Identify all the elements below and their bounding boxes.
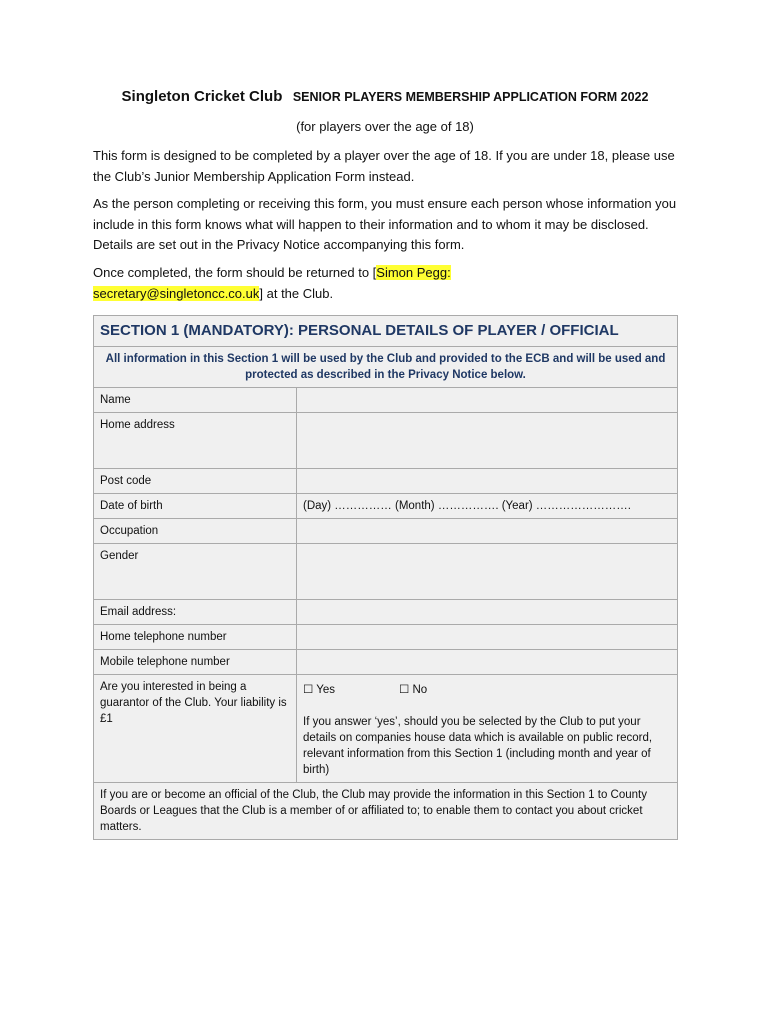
guarantor-note: If you answer ‘yes’, should you be selected by the Club to put your details on companies house data which is available on public record, relevant information from this Section 1 (including month and year of birth) [303, 716, 653, 776]
email-field[interactable] [297, 600, 678, 625]
section1-intro: All information in this Section 1 will be used by the Club and provided to the ECB and will be used and protected as described in the Privacy Notice below. [94, 347, 678, 388]
home-phone-field[interactable] [297, 625, 678, 650]
home-phone-label: Home telephone number [94, 625, 297, 650]
post-code-field[interactable] [297, 469, 678, 494]
official-note: If you are or become an official of the Club, the Club may provide the information in this Section 1 to County Boards or Leagues that the Club is a member of or affiliated to; to enable them to contact you about cricket matters. [94, 783, 678, 840]
gender-field[interactable] [297, 544, 678, 600]
page-title [0, 88, 770, 106]
guarantor-label: Are you interested in being a guarantor of the Club. Your liability is £1 [94, 675, 297, 783]
form-title: SENIOR PLAYERS MEMBERSHIP APPLICATION FORM 2022 [292, 90, 649, 104]
club-name: Singleton Cricket Club [121, 88, 283, 105]
occupation-field[interactable] [297, 519, 678, 544]
dob-label: Date of birth [94, 494, 297, 519]
post-code-label: Post code [94, 469, 297, 494]
return-text-before: Once completed, the form should be returned to [ [93, 265, 377, 280]
subtitle: (for players over the age of 18) [296, 119, 474, 134]
intro-paragraph-privacy: As the person completing or receiving this form, you must ensure each person whose information you include in this form knows what will happen to their information and to whom it may be disclosed. Details are set out in the Privacy Notice accompanying this form. [93, 196, 677, 252]
secretary-name-highlight: Simon Pegg: [376, 265, 451, 280]
intro-paragraph-return [93, 263, 683, 304]
intro-paragraph-age: This form is designed to be completed by a player over the age of 18. If you are under 18, please use the Club’s Junior Membership Application Form instead. [93, 148, 675, 184]
guarantor-field [297, 675, 678, 783]
home-address-field[interactable] [297, 413, 678, 469]
gender-label: Gender [94, 544, 297, 600]
return-text-after: ] at the Club. [259, 285, 334, 301]
section1-table [93, 315, 678, 840]
no-checkbox[interactable]: ☐ No [399, 684, 428, 696]
home-address-label: Home address [94, 413, 297, 469]
name-field[interactable] [297, 388, 678, 413]
email-label: Email address: [94, 600, 297, 625]
name-label: Name [94, 388, 297, 413]
dob-field[interactable]: (Day) …………… (Month) ……………. (Year) ……………………. [297, 494, 678, 519]
yes-checkbox[interactable]: ☐ Yes [303, 684, 336, 696]
secretary-email-highlight[interactable]: secretary@singletoncc.co.uk [93, 285, 260, 301]
guarantor-options [303, 682, 671, 698]
section1-heading: SECTION 1 (MANDATORY): PERSONAL DETAILS OF PLAYER / OFFICIAL [94, 316, 678, 347]
mobile-phone-label: Mobile telephone number [94, 650, 297, 675]
occupation-label: Occupation [94, 519, 297, 544]
mobile-phone-field[interactable] [297, 650, 678, 675]
